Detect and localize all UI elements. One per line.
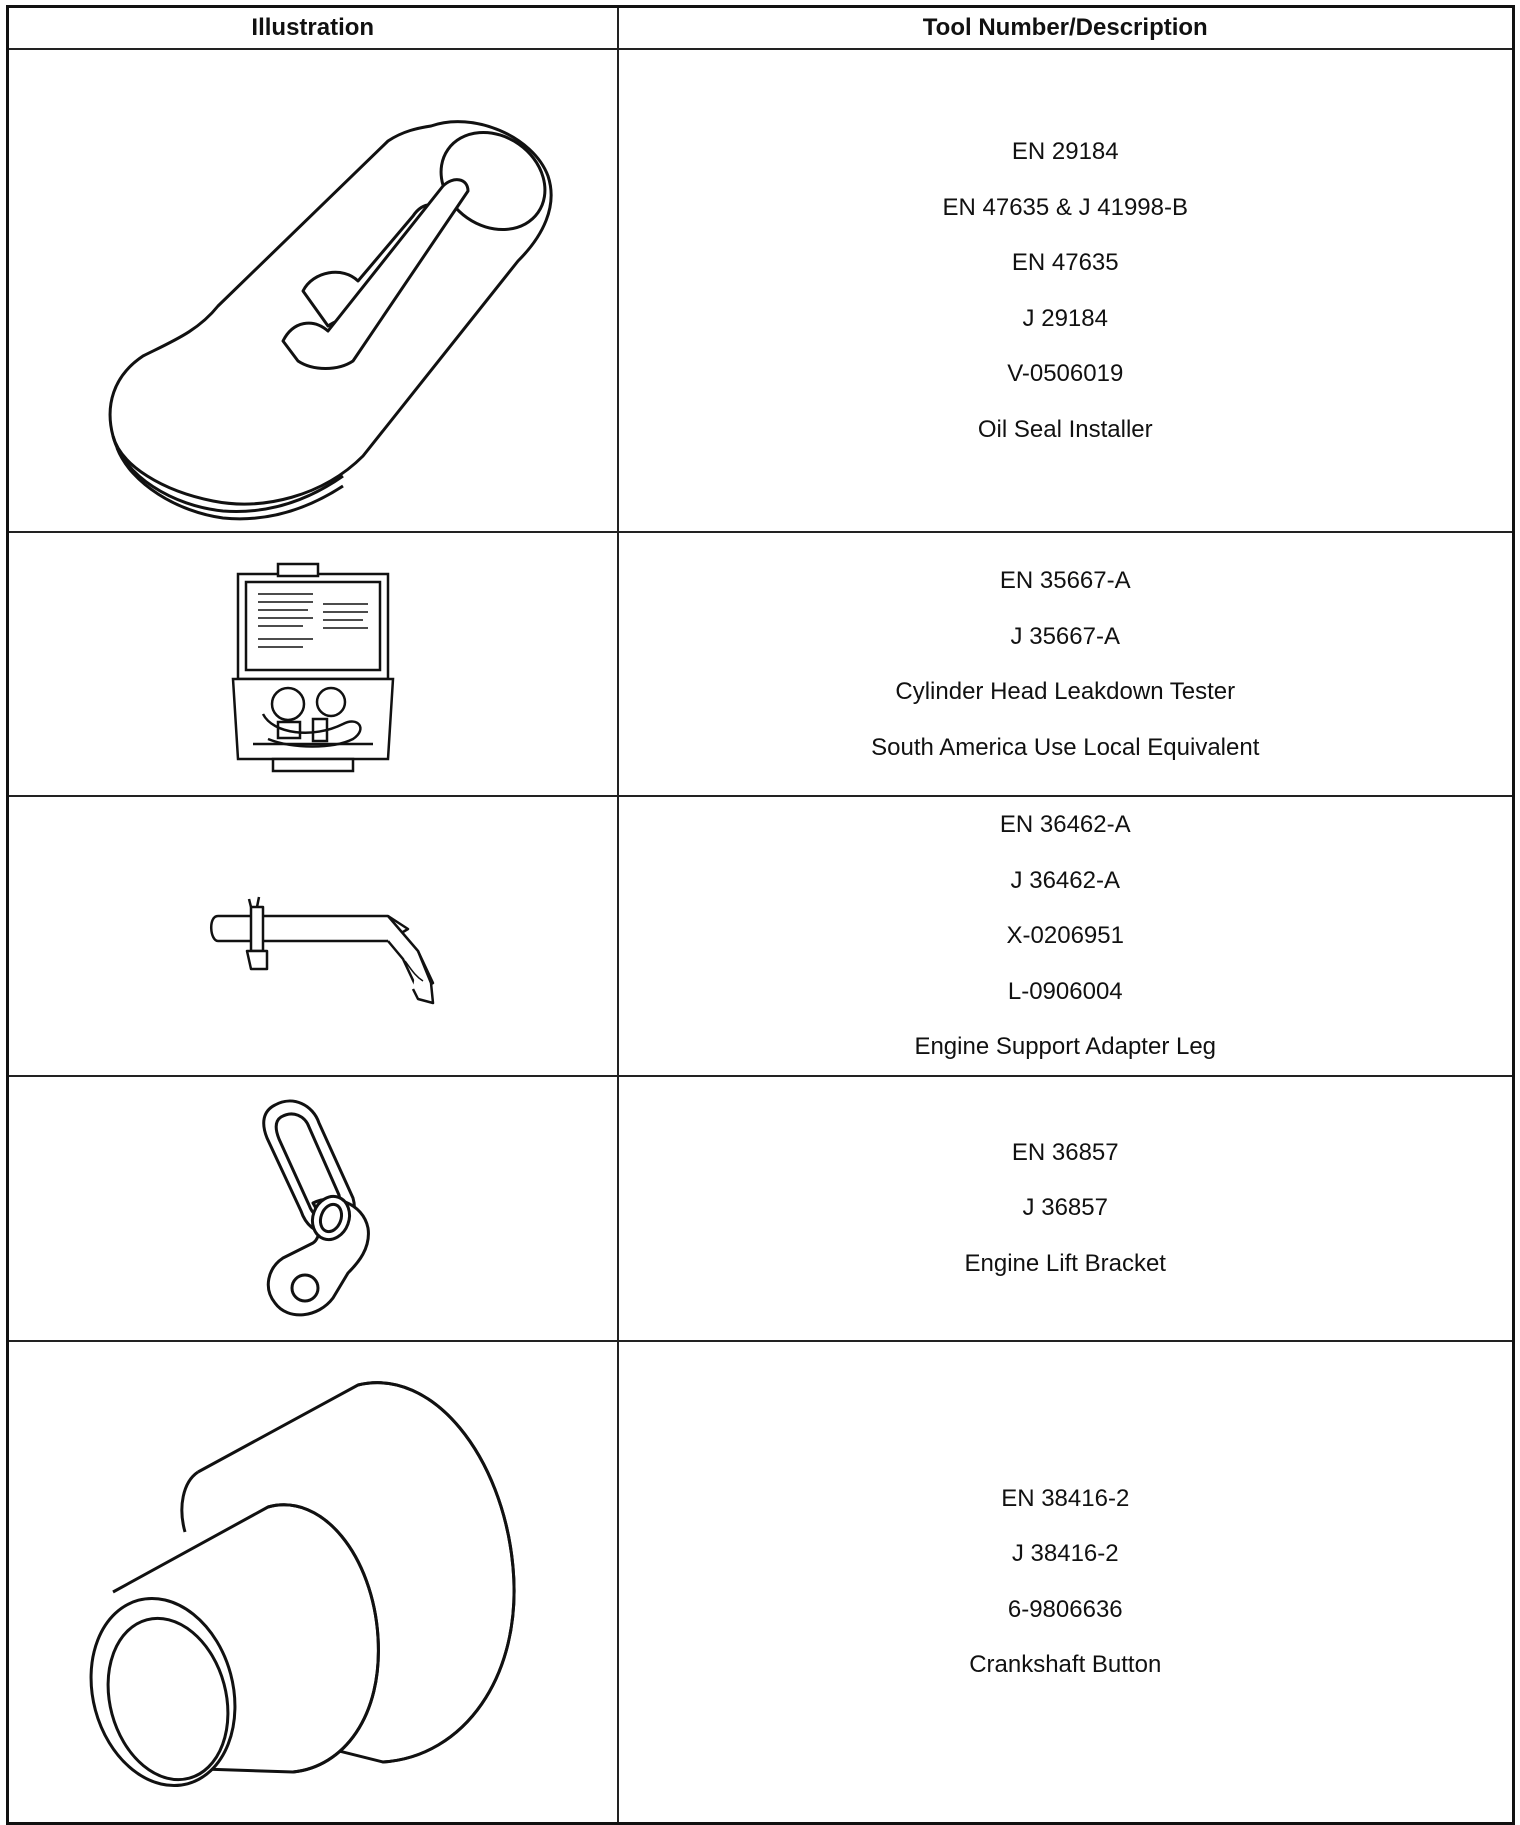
tool-line: Engine Support Adapter Leg bbox=[914, 1033, 1217, 1060]
tool-line: L-0906004 bbox=[1007, 977, 1123, 1005]
tool-line: Crankshaft Button bbox=[969, 1651, 1162, 1678]
tool-line: Engine Lift Bracket bbox=[964, 1249, 1166, 1277]
lift-bracket-icon bbox=[13, 1083, 613, 1333]
header-row bbox=[8, 7, 1514, 50]
description-cell bbox=[618, 49, 1514, 532]
table-row bbox=[8, 49, 1514, 532]
illustration-cell bbox=[8, 532, 618, 796]
special-tools-table bbox=[6, 5, 1515, 1825]
tool-line: J 35667-A bbox=[1010, 622, 1120, 650]
tool-line: South America Use Local Equivalent bbox=[871, 733, 1260, 761]
tool-line: EN 38416-2 bbox=[1001, 1484, 1130, 1512]
leakdown-tester-kit-icon bbox=[13, 544, 613, 784]
tool-line: 6-9806636 bbox=[1007, 1595, 1123, 1623]
tool-line: J 36857 bbox=[1022, 1194, 1108, 1222]
tool-line: Oil Seal Installer bbox=[977, 415, 1153, 443]
illustration-cell bbox=[8, 49, 618, 532]
table-row bbox=[8, 1076, 1514, 1341]
tool-line: EN 35667-A bbox=[999, 567, 1131, 594]
tool-line: EN 36857 bbox=[1011, 1138, 1119, 1166]
tool-line: EN 47635 bbox=[1011, 249, 1119, 276]
illustration-cell bbox=[8, 796, 618, 1076]
illustration-cell bbox=[8, 1076, 618, 1341]
tool-line: V-0506019 bbox=[1007, 360, 1124, 387]
oil-seal-installer-icon bbox=[13, 56, 613, 526]
table-row bbox=[8, 532, 1514, 796]
tool-line: J 38416-2 bbox=[1011, 1540, 1119, 1567]
header-tool-description: Tool Number/Description bbox=[618, 7, 1514, 50]
tool-line: J 29184 bbox=[1022, 304, 1108, 332]
tool-line: EN 36462-A bbox=[999, 811, 1131, 838]
description-cell bbox=[618, 1076, 1514, 1341]
support-adapter-leg-icon bbox=[13, 811, 613, 1061]
description-cell bbox=[618, 532, 1514, 796]
tool-line: EN 29184 bbox=[1011, 138, 1119, 165]
header-illustration: Illustration bbox=[8, 7, 618, 50]
tool-line: J 36462-A bbox=[1010, 866, 1120, 894]
tool-line: Cylinder Head Leakdown Tester bbox=[895, 678, 1236, 705]
crankshaft-button-icon bbox=[13, 1347, 613, 1817]
table-row bbox=[8, 796, 1514, 1076]
table-row bbox=[8, 1341, 1514, 1824]
description-cell bbox=[618, 1341, 1514, 1824]
tool-line: X-0206951 bbox=[1006, 922, 1124, 949]
tool-line: EN 47635 & J 41998-B bbox=[942, 193, 1188, 221]
illustration-cell bbox=[8, 1341, 618, 1824]
description-cell bbox=[618, 796, 1514, 1076]
